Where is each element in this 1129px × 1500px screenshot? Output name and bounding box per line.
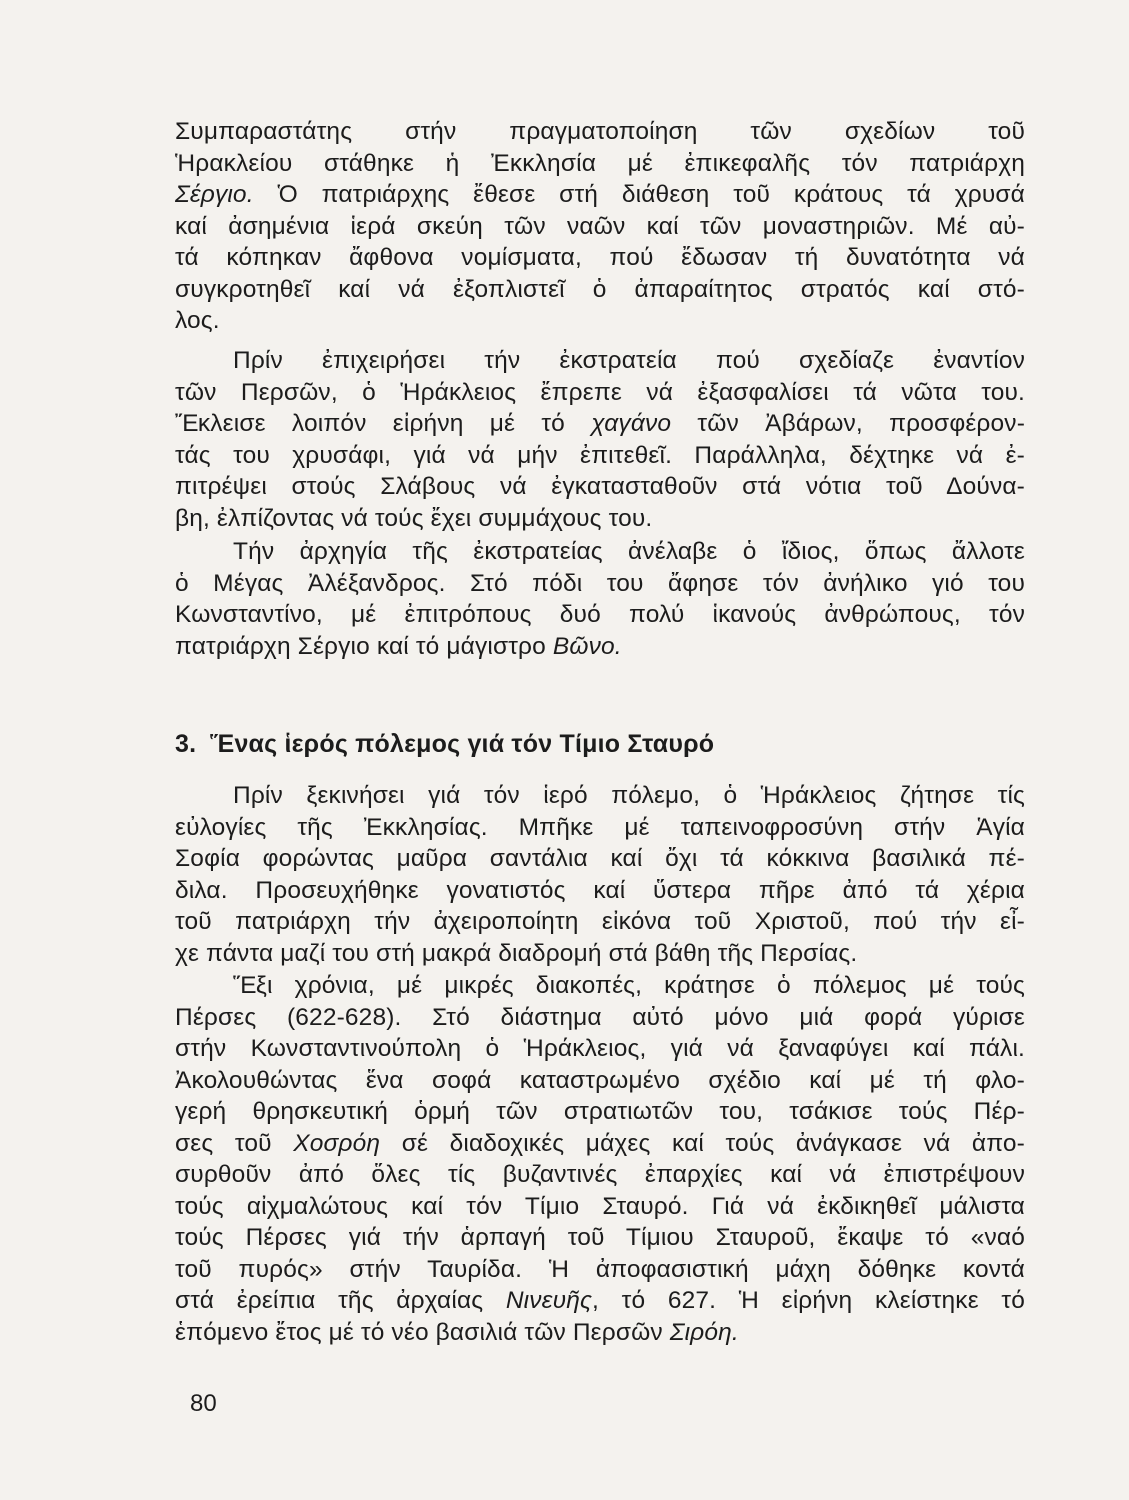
text-line <box>175 1317 1025 1349</box>
paragraph-1 <box>175 116 1025 337</box>
section-number: 3. <box>175 730 197 758</box>
text-line: Πέρσες (622-628). Στό διάστημα αὐτό μόνο μιά φορά γύρισε <box>175 1003 1025 1031</box>
text-line: Πρίν ξεκινήσει γιά τόν ἱερό πόλεμο, ὁ Ἡράκλειος ζήτησε τίς <box>233 782 1025 809</box>
italic-name: Χοσρόη <box>293 1129 381 1157</box>
text-line: συρθοῦν ἀπό ὅλες τίς βυζαντινές ἐπαρχίες καί νά ἐπιστρέψουν <box>175 1161 1025 1188</box>
text-line <box>175 1128 1025 1160</box>
text-line: συγκροτηθεῖ καί νά ἐξοπλιστεῖ ὁ ἀπαραίτητος στρατός καί στό- <box>175 275 1025 303</box>
text-line: τάς του χρυσάφι, γιά νά μήν ἐπιτεθεῖ. Παράλληλα, δέχτηκε νά ἐ- <box>175 441 1025 469</box>
italic-name: Σιρόη. <box>669 1318 739 1346</box>
text-line: βη, ἐλπίζοντας νά τούς ἔχει συμμάχους του. <box>175 504 653 532</box>
section-heading <box>175 730 714 759</box>
text-line: τά κόπηκαν ἄφθονα νομίσματα, πού ἔδωσαν τή δυνατότητα νά <box>175 244 1025 271</box>
text-line: Ἡρακλείου στάθηκε ἡ Ἐκκλησία μέ ἐπικεφαλῆς τόν πατριάρχη <box>175 149 1025 177</box>
text-line: καί ἀσημένια ἱερά σκεύη τῶν ναῶν καί τῶν μοναστηριῶν. Μέ αὐ- <box>175 212 1025 240</box>
paragraph-4 <box>175 780 1025 969</box>
text-line: Συμπαραστάτης στήν πραγματοποίηση τῶν σχεδίων τοῦ <box>175 118 1025 145</box>
text-line: τῶν Περσῶν, ὁ Ἡράκλειος ἔπρεπε νά ἐξασφαλίσει τά νῶτα του. <box>175 378 1025 406</box>
text-run: στά ἐρείπια τῆς ἀρχαίας <box>175 1287 506 1314</box>
text-line: Κωνσταντίνο, μέ ἐπιτρόπους δυό πολύ ἱκανούς ἀνθρώπους, τόν <box>175 601 1025 628</box>
text-line: στήν Κωνσταντινούπολη ὁ Ἡράκλειος, γιά νά ξαναφύγει καί πάλι. <box>175 1035 1025 1062</box>
text-line: εὐλογίες τῆς Ἐκκλησίας. Μπῆκε μέ ταπεινοφροσύνη στήν Ἁγία <box>175 813 1025 841</box>
text-line: ὁ Μέγας Ἀλέξανδρος. Στό πόδι του ἄφησε τόν ἀνήλικο γιό του <box>175 569 1025 597</box>
text-line: Πρίν ἐπιχειρήσει τήν ἐκστρατεία πού σχεδίαζε ἐναντίον <box>233 347 1025 374</box>
italic-term: χαγάνο <box>591 410 672 437</box>
text-line: γερή θρησκευτική ὁρμή τῶν στρατιωτῶν του, τσάκισε τούς Πέρ- <box>175 1098 1025 1125</box>
text-run: , τό 627. Ἡ εἰρήνη κλείστηκε τό <box>592 1287 1025 1314</box>
text-line: Τήν ἀρχηγία τῆς ἐκστρατείας ἀνέλαβε ὁ ἴδιος, ὅπως ἄλλοτε <box>233 538 1025 565</box>
page-number: 80 <box>190 1390 217 1417</box>
text-run: Ὁ πατριάρχης ἔθεσε στή διάθεση τοῦ κράτους τά χρυσά <box>253 181 1025 208</box>
text-run: σες τοῦ <box>175 1129 294 1157</box>
text-run: τῶν Ἀβάρων, προσφέρον- <box>671 410 1026 437</box>
paragraph-5 <box>175 970 1025 1348</box>
italic-name: Βῶνο. <box>552 632 622 660</box>
text-line: τοῦ πατριάρχη τήν ἀχειροποίητη εἰκόνα τοῦ Χριστοῦ, πού τήν εἶ- <box>175 908 1025 935</box>
text-line <box>175 408 1025 440</box>
text-line: διλα. Προσευχήθηκε γονατιστός καί ὕστερα πῆρε ἀπό τά χέρια <box>175 876 1025 904</box>
text-line <box>175 179 1025 211</box>
text-run: ἑπόμενο ἔτος μέ τό νέο βασιλιά τῶν Περσῶν <box>175 1318 670 1346</box>
paragraph-3 <box>175 536 1025 662</box>
text-line: Σοφία φορώντας μαῦρα σαντάλια καί ὄχι τά κόκκινα βασιλικά πέ- <box>175 845 1025 872</box>
paragraph-2 <box>175 345 1025 534</box>
section-title: Ἕνας ἱερός πόλεμος γιά τόν Τίμιο Σταυρό <box>210 730 715 758</box>
text-line: τούς αἰχμαλώτους καί τόν Τίμιο Σταυρό. Γιά νά ἐκδικηθεῖ μάλιστα <box>175 1192 1025 1220</box>
text-line: Ἕξι χρόνια, μέ μικρές διακοπές, κράτησε ὁ πόλεμος μέ τούς <box>233 972 1025 999</box>
text-run: Ἔκλεισε λοιπόν εἰρήνη μέ τό <box>175 410 592 437</box>
text-line: χε πάντα μαζί του στή μακρά διαδρομή στά βάθη τῆς Περσίας. <box>175 939 858 967</box>
italic-name: Σέργιο. <box>175 181 254 208</box>
text-line: τούς Πέρσες γιά τήν ἁρπαγή τοῦ Τίμιου Σταυροῦ, ἔκαψε τό «ναό <box>175 1224 1025 1251</box>
text-line: τοῦ πυρός» στήν Ταυρίδα. Ἡ ἀποφασιστική μάχη δόθηκε κοντά <box>175 1255 1025 1283</box>
text-line: Ἀκολουθώντας ἕνα σοφά καταστρωμένο σχέδιο καί μέ τή φλο- <box>175 1066 1025 1094</box>
text-line <box>175 631 1025 663</box>
text-line <box>175 1285 1025 1317</box>
text-run: σέ διαδοχικές μάχες καί τούς ἀνάγκασε νά ἀπο- <box>380 1129 1025 1157</box>
italic-name: Νινευῆς <box>505 1287 593 1314</box>
text-run: πατριάρχη Σέργιο καί τό μάγιστρο <box>175 632 553 660</box>
text-line: λος. <box>175 307 220 334</box>
text-line: πιτρέψει στούς Σλάβους νά ἐγκατασταθοῦν στά νότια τοῦ Δούνα- <box>175 473 1025 500</box>
